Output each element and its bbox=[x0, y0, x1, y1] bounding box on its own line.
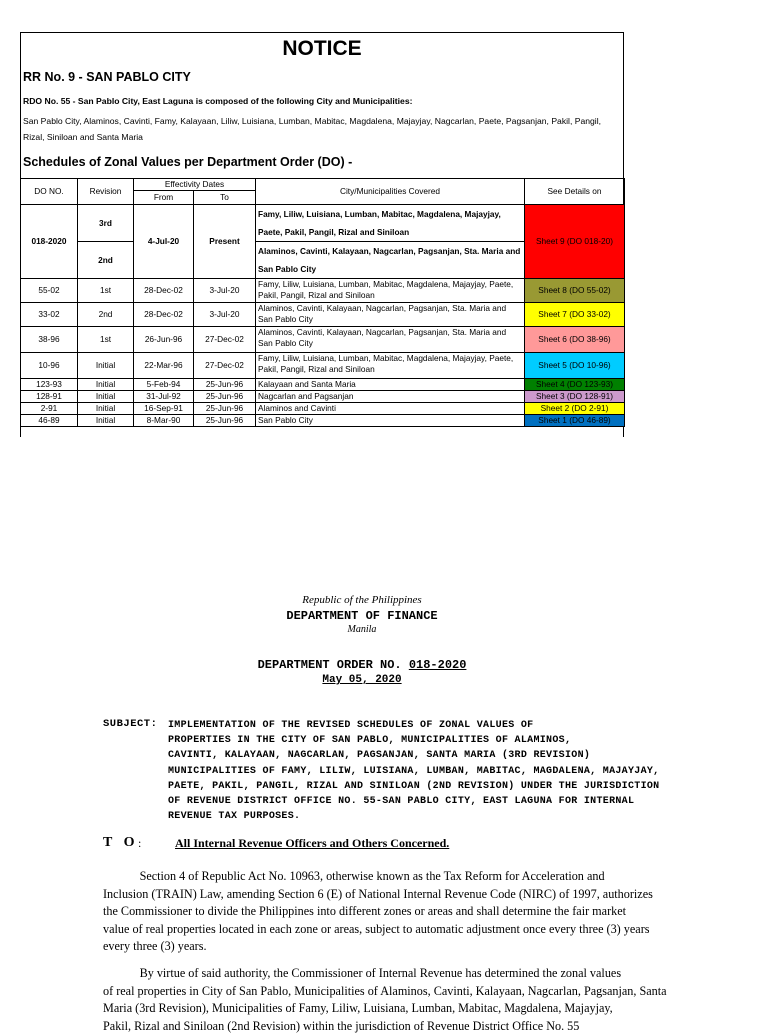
cell-revision: Initial bbox=[78, 403, 134, 415]
cell-do-no: 55-02 bbox=[21, 279, 78, 303]
cell-covered: Alaminos, Cavinti, Kalayaan, Nagcarlan, Pagsanjan, Sta. Maria and San Pablo City bbox=[256, 327, 525, 353]
header-covered: City/Municipalities Covered bbox=[256, 179, 525, 205]
cell-do-no: 123-93 bbox=[21, 379, 78, 391]
cell-to: 3-Jul-20 bbox=[194, 303, 256, 327]
header-to: To bbox=[194, 191, 256, 205]
cell-covered: San Pablo City bbox=[256, 415, 525, 427]
cell-do-no: 33-02 bbox=[21, 303, 78, 327]
cell-from: 8-Mar-90 bbox=[134, 415, 194, 427]
cell-covered: Alaminos, Cavinti, Kalayaan, Nagcarlan, Pagsanjan, Sta. Maria and San Pablo City bbox=[256, 242, 525, 279]
cell-to: Present bbox=[194, 205, 256, 279]
department-line: DEPARTMENT OF FINANCE bbox=[286, 609, 438, 623]
cell-revision: 2nd bbox=[78, 242, 134, 279]
cell-do-no: 128-91 bbox=[21, 391, 78, 403]
to-colon: : bbox=[138, 836, 142, 850]
header-do-no: DO NO. bbox=[21, 179, 78, 205]
cell-do-no: 018-2020 bbox=[21, 205, 78, 279]
cell-covered: Famy, Liliw, Luisiana, Lumban, Mabitac, Magdalena, Majayjay, Paete, Pakil, Pangil, Rizal and Siniloan bbox=[256, 279, 525, 303]
cell-covered: Alaminos, Cavinti, Kalayaan, Nagcarlan, Pagsanjan, Sta. Maria and San Pablo City bbox=[256, 303, 525, 327]
cell-from: 22-Mar-96 bbox=[134, 353, 194, 379]
cell-from: 31-Jul-92 bbox=[134, 391, 194, 403]
to-text: All Internal Revenue Officers and Others Concerned. bbox=[175, 836, 450, 850]
order-number-line bbox=[0, 658, 724, 672]
sheet-link[interactable]: Sheet 6 (DO 38-96) bbox=[525, 327, 625, 353]
cell-revision: 3rd bbox=[78, 205, 134, 242]
municipalities-list: San Pablo City, Alaminos, Cavinti, Famy, Kalayaan, Liliw, Luisiana, Lumban, Mabitac, Magdalena, Majayjay, Nagcarlan, Paete, Pagsanjan, Pakil, Pangil, Rizal, Siniloan and Santa Maria bbox=[23, 116, 601, 142]
cell-revision: Initial bbox=[78, 353, 134, 379]
cell-covered: Famy, Liliw, Luisiana, Lumban, Mabitac, Magdalena, Majayjay, Paete, Pakil, Pangil, Rizal and Siniloan bbox=[256, 353, 525, 379]
notice-title: NOTICE bbox=[282, 37, 362, 60]
sheet-link[interactable]: Sheet 9 (DO 018-20) bbox=[525, 205, 625, 279]
cell-revision: Initial bbox=[78, 415, 134, 427]
sheet-link[interactable]: Sheet 2 (DO 2-91) bbox=[525, 403, 625, 415]
cell-from: 16-Sep-91 bbox=[134, 403, 194, 415]
cell-to: 25-Jun-96 bbox=[194, 403, 256, 415]
sheet-link[interactable]: Sheet 8 (DO 55-02) bbox=[525, 279, 625, 303]
city-line: Manila bbox=[347, 624, 377, 635]
order-date: May 05, 2020 bbox=[322, 674, 402, 686]
cell-revision: 1st bbox=[78, 279, 134, 303]
cell-to: 25-Jun-96 bbox=[194, 391, 256, 403]
zonal-values-table bbox=[20, 178, 625, 427]
table-row bbox=[21, 379, 625, 391]
subject-label: SUBJECT: bbox=[103, 718, 158, 730]
table-row bbox=[21, 327, 625, 353]
cell-do-no: 38-96 bbox=[21, 327, 78, 353]
cell-to: 25-Jun-96 bbox=[194, 415, 256, 427]
cell-to: 27-Dec-02 bbox=[194, 353, 256, 379]
cell-revision: 2nd bbox=[78, 303, 134, 327]
cell-from: 28-Dec-02 bbox=[134, 279, 194, 303]
rdo-heading: RDO No. 55 - San Pablo City, East Laguna is composed of the following City and Municipalities: bbox=[23, 96, 413, 106]
republic-line: Republic of the Philippines bbox=[302, 594, 422, 606]
cell-to: 25-Jun-96 bbox=[194, 379, 256, 391]
cell-do-no: 46-89 bbox=[21, 415, 78, 427]
table-row bbox=[21, 279, 625, 303]
rr-heading: RR No. 9 - SAN PABLO CITY bbox=[23, 70, 191, 84]
paragraph-1: Section 4 of Republic Act No. 10963, otherwise known as the Tax Reform for Acceleration and Inclusion (TRAIN) Law, amending Section 6 (E) of National Internal Revenue Code (NIRC) of 1997, authorizes the Commissioner to divide the Philippines into different zones or areas and shall determine the fair market value of real properties located in each zone or areas, subject to automatic adjustment once every three (3) years every three (3) years. bbox=[103, 869, 653, 954]
order-prefix: DEPARTMENT ORDER NO. bbox=[257, 658, 409, 672]
cell-to: 3-Jul-20 bbox=[194, 279, 256, 303]
order-number: 018-2020 bbox=[408, 658, 467, 672]
cell-to: 27-Dec-02 bbox=[194, 327, 256, 353]
table-row bbox=[21, 403, 625, 415]
paragraph-2: By virtue of said authority, the Commissioner of Internal Revenue has determined the zonal values of real properties in City of San Pablo, Municipalities of Alaminos, Cavinti, Kalayaan, Nagcarlan, Pagsanjan, Santa Maria (3rd Revision), Municipalities of Famy, Liliw, Luisiana, Lumban, Mabitac, Magdalena, Majayjay, Pakil, Rizal and Siniloan (2nd Revision) within the jurisdiction of Revenue District Office No. 55 bbox=[103, 966, 667, 1033]
cell-do-no: 2-91 bbox=[21, 403, 78, 415]
sheet-link[interactable]: Sheet 3 (DO 128-91) bbox=[525, 391, 625, 403]
header-from: From bbox=[134, 191, 194, 205]
sheet-link[interactable]: Sheet 1 (DO 46-89) bbox=[525, 415, 625, 427]
cell-covered: Famy, Liliw, Luisiana, Lumban, Mabitac, Magdalena, Majayjay, Paete, Pakil, Pangil, Rizal and Siniloan bbox=[256, 205, 525, 242]
sheet-link[interactable]: Sheet 7 (DO 33-02) bbox=[525, 303, 625, 327]
cell-revision: 1st bbox=[78, 327, 134, 353]
cell-do-no: 10-96 bbox=[21, 353, 78, 379]
table-row bbox=[21, 303, 625, 327]
table-row bbox=[21, 391, 625, 403]
notice-sheet bbox=[20, 32, 624, 437]
table-row bbox=[21, 415, 625, 427]
table-row bbox=[21, 353, 625, 379]
cell-from: 5-Feb-94 bbox=[134, 379, 194, 391]
to-label: T O bbox=[103, 835, 139, 850]
cell-revision: Initial bbox=[78, 379, 134, 391]
header-revision: Revision bbox=[78, 179, 134, 205]
sheet-link[interactable]: Sheet 4 (DO 123-93) bbox=[525, 379, 625, 391]
cell-from: 28-Dec-02 bbox=[134, 303, 194, 327]
cell-covered: Nagcarlan and Pagsanjan bbox=[256, 391, 525, 403]
cell-revision: Initial bbox=[78, 391, 134, 403]
cell-covered: Kalayaan and Santa Maria bbox=[256, 379, 525, 391]
sheet-link[interactable]: Sheet 5 (DO 10-96) bbox=[525, 353, 625, 379]
header-effectivity: Effectivity Dates bbox=[134, 179, 256, 191]
schedules-title: Schedules of Zonal Values per Department Order (DO) - bbox=[23, 155, 353, 169]
cell-from: 26-Jun-96 bbox=[134, 327, 194, 353]
cell-from: 4-Jul-20 bbox=[134, 205, 194, 279]
subject-text: IMPLEMENTATION OF THE REVISED SCHEDULES OF ZONAL VALUES OF PROPERTIES IN THE CITY OF SAN PABLO, MUNICIPALITIES OF ALAMINOS, CAVINTI, KALAYAAN, NAGCARLAN, PAGSANJAN, SANTA MARIA (3RD REVISION) MUNICIPALITIES OF FAMY, LILIW, LUISIANA, LUMBAN, MABITAC, MAGDALENA, MAJAYJAY, PAETE, PAKIL, PANGIL, RIZAL AND SINILOAN (2ND REVISION) UNDER THE JURISDICTION OF REVENUE DISTRICT OFFICE NO. 55-SAN PABLO CITY, EAST LAGUNA FOR INTERNAL REVENUE TAX PURPOSES. bbox=[168, 720, 660, 823]
header-details: See Details on bbox=[525, 179, 625, 205]
department-order bbox=[0, 580, 768, 1033]
cell-covered: Alaminos and Cavinti bbox=[256, 403, 525, 415]
